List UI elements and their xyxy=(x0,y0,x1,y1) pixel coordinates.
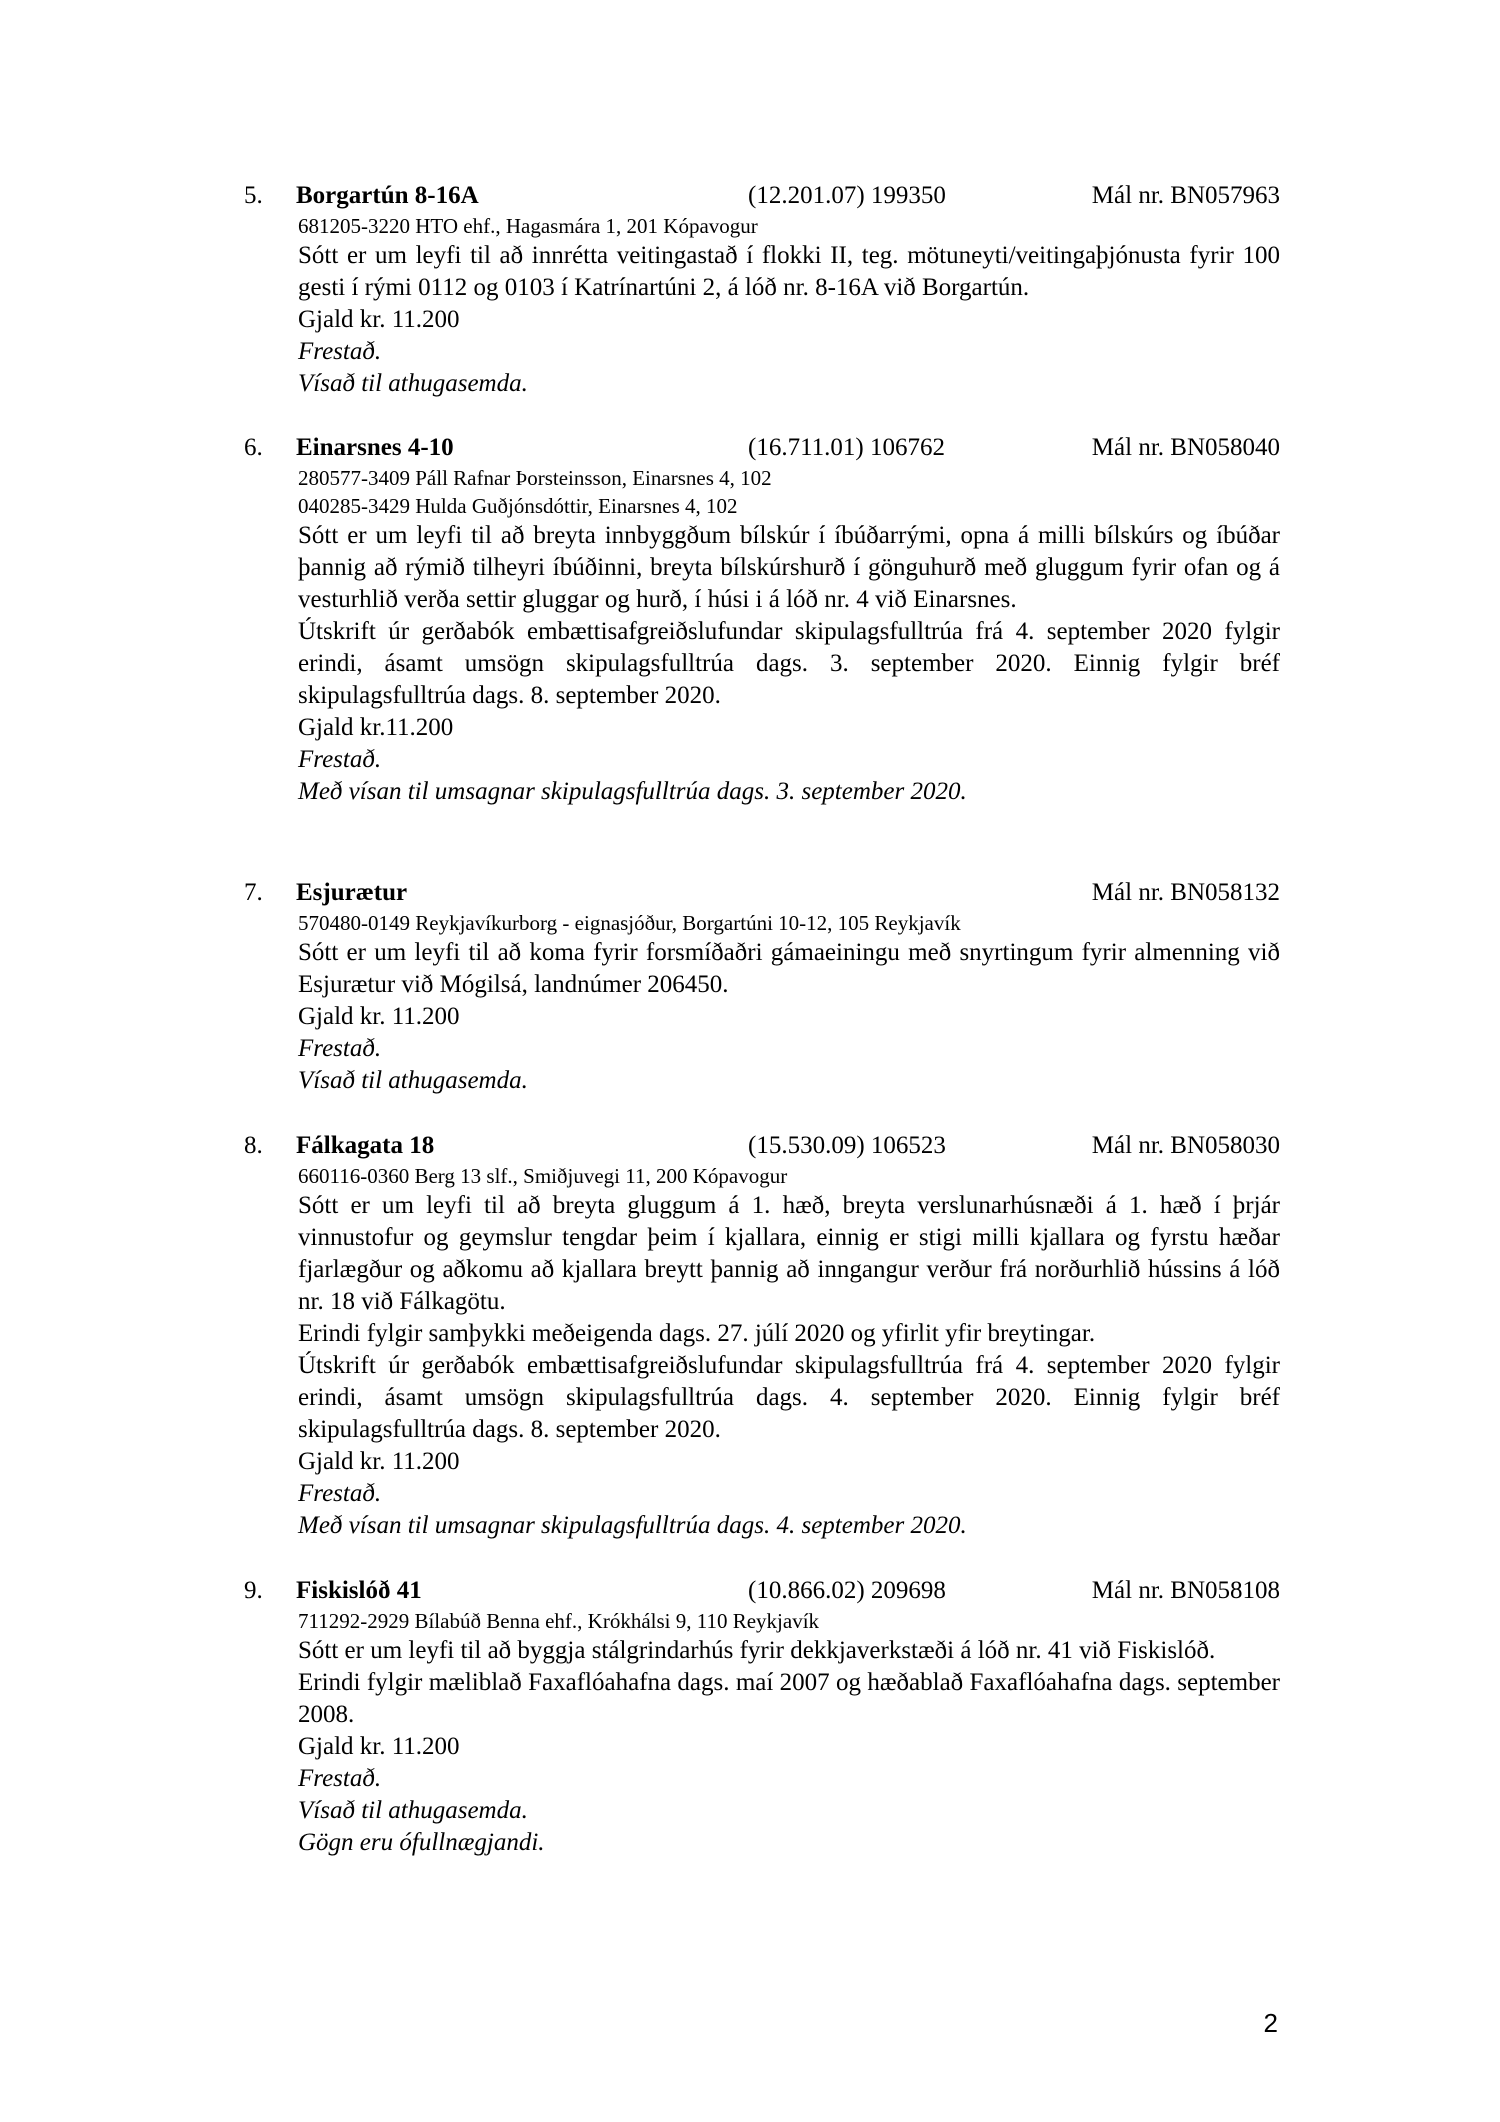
paragraph: Útskrift úr gerðabók embættisafgreiðslufundar skipulagsfulltrúa frá 4. september 2020 fylgir erindi, ásamt umsögn skipulagsfulltrúa dags. 4. september 2020. Einnig fylgir bréf skipulagsfulltrúa dags. 8. september 2020. xyxy=(298,1352,1280,1443)
applicant: 280577-3409 Páll Rafnar Þorsteinsson, Einarsnes 4, 102 xyxy=(298,466,772,490)
item-header xyxy=(0,432,1500,464)
paragraph: Sótt er um leyfi til að byggja stálgrindarhús fyrir dekkjaverkstæði á lóð nr. 41 við Fiskislóð. xyxy=(298,1637,1216,1664)
applicant: 660116-0360 Berg 13 slf., Smiðjuvegi 11, 200 Kópavogur xyxy=(298,1164,788,1188)
decision: Vísað til athugasemda. xyxy=(298,1067,528,1094)
decision: Gögn eru ófullnægjandi. xyxy=(298,1829,545,1856)
paragraph: Sótt er um leyfi til að innrétta veitingastað í flokki II, teg. mötuneyti/veitingaþjónusta fyrir 100 gesti í rými 0112 og 0103 í Katrínartúni 2, á lóð nr. 8-16A við Borgartún. xyxy=(298,242,1280,301)
case-number: Mál nr. BN058108 xyxy=(1091,1577,1280,1604)
item-header xyxy=(0,1575,1500,1607)
paragraph: Sótt er um leyfi til að breyta innbyggðum bílskúr í íbúðarrými, opna á milli bílskúrs og íbúðar þannig að rýmið tilheyri íbúðinni, breyta bílskúrshurð í gönguhurð með gluggum fyrir ofan og á vesturhlið verða settir gluggar og hurð, í húsi i á lóð nr. 4 við Einarsnes. xyxy=(298,522,1280,613)
paragraph: Sótt er um leyfi til að koma fyrir forsmíðaðri gámaeiningu með snyrtingum fyrir almenning við Esjurætur við Mógilsá, landnúmer 206450. xyxy=(298,939,1280,998)
agenda-item xyxy=(0,1575,1500,1859)
property-code: (12.201.07) 199350 xyxy=(748,182,946,209)
applicant: 681205-3220 HTO ehf., Hagasmára 1, 201 Kópavogur xyxy=(298,214,758,238)
fee: Gjald kr. 11.200 xyxy=(298,1003,460,1030)
paragraph: Erindi fylgir samþykki meðeigenda dags. 27. júlí 2020 og yfirlit yfir breytingar. xyxy=(298,1320,1096,1347)
case-number: Mál nr. BN058030 xyxy=(1091,1132,1280,1159)
item-header xyxy=(0,1130,1500,1162)
property-code: (10.866.02) 209698 xyxy=(748,1577,946,1604)
decision: Frestað. xyxy=(298,1765,382,1792)
decision: Vísað til athugasemda. xyxy=(298,1797,528,1824)
applicant: 711292-2929 Bílabúð Benna ehf., Krókhálsi 9, 110 Reykjavík xyxy=(298,1609,820,1633)
item-header xyxy=(0,180,1500,212)
agenda-item xyxy=(0,877,1500,1097)
fee: Gjald kr. 11.200 xyxy=(298,1733,460,1760)
item-body xyxy=(298,909,1280,1097)
fee: Gjald kr.11.200 xyxy=(298,714,454,741)
item-number: 6. xyxy=(244,434,263,461)
case-number: Mál nr. BN058132 xyxy=(1091,879,1280,906)
fee: Gjald kr. 11.200 xyxy=(298,306,460,333)
decision: Frestað. xyxy=(298,338,382,365)
page-number: 2 xyxy=(1263,2008,1278,2038)
decision: Frestað. xyxy=(298,1035,382,1062)
item-body xyxy=(298,1607,1280,1859)
item-body xyxy=(298,464,1280,808)
item-title: Borgartún 8-16A xyxy=(296,182,479,209)
decision: Vísað til athugasemda. xyxy=(298,370,528,397)
item-number: 5. xyxy=(244,182,263,209)
item-number: 7. xyxy=(244,879,263,906)
decision: Frestað. xyxy=(298,1480,382,1507)
item-body xyxy=(298,1162,1280,1542)
fee: Gjald kr. 11.200 xyxy=(298,1448,460,1475)
item-number: 9. xyxy=(244,1577,263,1604)
item-header xyxy=(0,877,1500,909)
decision: Með vísan til umsagnar skipulagsfulltrúa dags. 3. september 2020. xyxy=(298,778,967,805)
paragraph: Erindi fylgir mæliblað Faxaflóahafna dags. maí 2007 og hæðablað Faxaflóahafna dags. september 2008. xyxy=(298,1669,1280,1728)
item-title: Fálkagata 18 xyxy=(296,1132,435,1159)
applicant: 570480-0149 Reykjavíkurborg - eignasjóður, Borgartúni 10-12, 105 Reykjavík xyxy=(298,911,961,935)
item-title: Fiskislóð 41 xyxy=(296,1577,422,1604)
item-title: Esjurætur xyxy=(296,879,408,906)
agenda-item xyxy=(0,1130,1500,1542)
decision: Frestað. xyxy=(298,746,382,773)
agenda-item xyxy=(0,180,1500,400)
item-body xyxy=(298,212,1280,400)
item-title: Einarsnes 4-10 xyxy=(296,434,454,461)
item-number: 8. xyxy=(244,1132,263,1159)
applicant: 040285-3429 Hulda Guðjónsdóttir, Einarsnes 4, 102 xyxy=(298,494,738,518)
case-number: Mál nr. BN057963 xyxy=(1091,182,1280,209)
property-code: (15.530.09) 106523 xyxy=(748,1132,946,1159)
agenda-item xyxy=(0,432,1500,808)
paragraph: Sótt er um leyfi til að breyta gluggum á 1. hæð, breyta verslunarhúsnæði á 1. hæð í þrjár vinnustofur og geymslur tengdar þeim í kjallara, einnig er stigi milli kjallara og fyrstu hæðar fjarlægður og aðkomu að kjallara breytt þannig að inngangur verður frá norðurhlið hússins á lóð nr. 18 við Fálkagötu. xyxy=(298,1192,1280,1315)
paragraph: Útskrift úr gerðabók embættisafgreiðslufundar skipulagsfulltrúa frá 4. september 2020 fylgir erindi, ásamt umsögn skipulagsfulltrúa dags. 3. september 2020. Einnig fylgir bréf skipulagsfulltrúa dags. 8. september 2020. xyxy=(298,618,1280,709)
case-number: Mál nr. BN058040 xyxy=(1091,434,1280,461)
decision: Með vísan til umsagnar skipulagsfulltrúa dags. 4. september 2020. xyxy=(298,1512,967,1539)
property-code: (16.711.01) 106762 xyxy=(748,434,945,461)
